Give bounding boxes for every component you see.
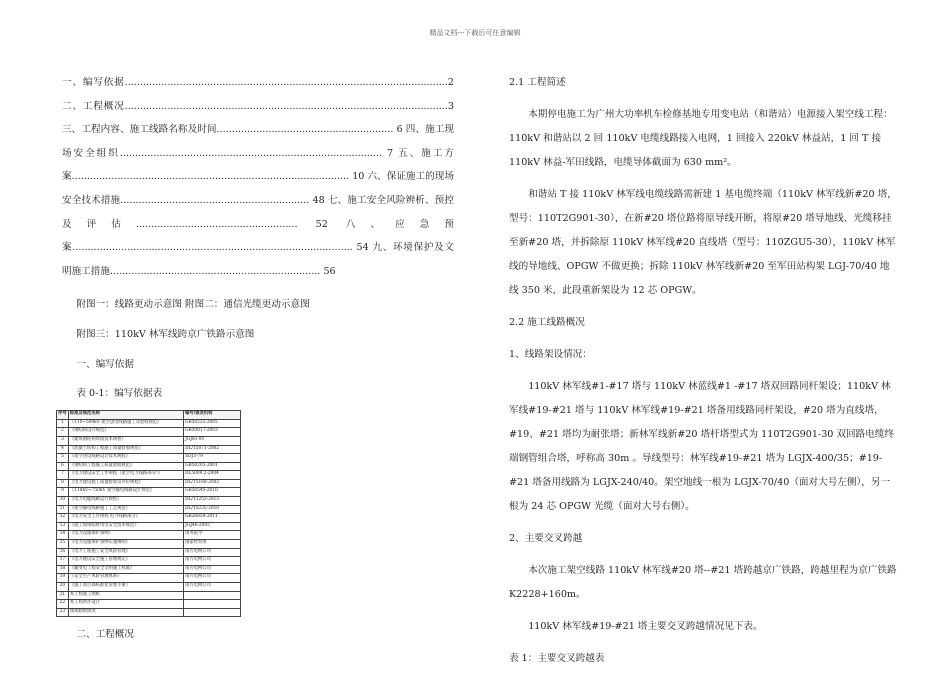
table-cell: 《电力建设安全施工管理规定》 xyxy=(68,557,183,566)
table-cell: 5 xyxy=(57,454,69,463)
table-row xyxy=(57,488,241,497)
table-cell: 15 xyxy=(57,540,69,549)
reference-table-body xyxy=(57,410,241,617)
left-column xyxy=(58,71,454,641)
table-cell: 编号/颁发机构 xyxy=(184,410,241,419)
table-cell: 《电力建设施工质量验收及评价规程》 xyxy=(68,479,183,488)
table-cell xyxy=(184,591,241,600)
table-cell: 《架空输电线路施工工艺规范》 xyxy=(68,505,183,514)
table-cell: 10 xyxy=(57,497,69,506)
table-row xyxy=(57,583,241,592)
table-cell: 现场踏勘情况 xyxy=(68,608,183,617)
table-row xyxy=(57,462,241,471)
table-cell: 南方电网公司 xyxy=(184,565,241,574)
section-2-2-paragraph-3: 110kV 林军线#19-#21 塔主要交叉跨越情况见下表。 xyxy=(528,621,763,632)
section-2-1-paragraph-2: 和谐站 T 接 110kV 林军线电缆线路需新建 1 基电缆终端（110kV 林军线新#20 塔，型号：110T2G901-30），在新#20 塔位路将原导线开断，将原#20 塔导地线、光缆移挂至新#20 塔，并拆除原 110kV 林军线#20 直线塔（型号：110ZGU5-30），110kV 林军线的导地线、OPGW 不做更换；拆除 110kV 林军线新#20 至军田站构架 LGJ-70/40 地线 350 米，此段重新架设为 12 芯 OPGW。 xyxy=(509,189,897,296)
appendix-line-1: 附图一：线路更动示意图 附图二：通信光缆更动示意图 xyxy=(76,299,310,311)
table-cell: 1 xyxy=(57,419,69,428)
table-cell: DL/T1253-2013 xyxy=(184,497,241,506)
subsection-line-setup: 1、线路架设情况： xyxy=(509,349,592,360)
table-cell: 《钢结构工程施工质量验收规范》 xyxy=(68,462,183,471)
table-cell: 20 xyxy=(57,583,69,592)
table-row xyxy=(57,600,241,609)
appendix-list xyxy=(62,293,454,405)
section-2-title: 二、工程概况 xyxy=(76,629,134,641)
table-cell: 南方电网公司 xyxy=(184,557,241,566)
table-row xyxy=(57,514,241,523)
table-cell: 《电力建设安全工作规程（架空电力线路部分）》 xyxy=(68,471,183,480)
page-header: 精品文档---下载后可任意编辑 xyxy=(429,29,521,37)
right-column xyxy=(509,71,897,679)
table-cell: 4 xyxy=(57,445,69,454)
table-cell: 《电力设施保护条例》 xyxy=(68,531,183,540)
table-cell: 9 xyxy=(57,488,69,497)
table-cell: 《安全生产风险管理体系》 xyxy=(68,574,183,583)
table-row xyxy=(57,522,241,531)
table-row xyxy=(57,531,241,540)
table-cell: DL5009.2-2004 xyxy=(184,471,241,480)
table-cell: GB26859-2011 xyxy=(184,514,241,523)
table-cell: 7 xyxy=(57,471,69,480)
table-row xyxy=(57,479,241,488)
table-row xyxy=(57,540,241,549)
table-cell xyxy=(184,600,241,609)
table-cell: 14 xyxy=(57,531,69,540)
section-1-title: 一、编写依据 xyxy=(76,358,134,370)
table-row xyxy=(57,454,241,463)
table-row xyxy=(57,548,241,557)
table-cell: 《建筑钢结构焊接技术规程》 xyxy=(68,436,183,445)
table-cell: 23 xyxy=(57,608,69,617)
section-2-2-paragraph-1: 110kV 林军线#1-#17 塔与 110kV 林蓝线#1 -#17 塔双回路同杆架设；110kV 林军线#19-#21 塔与 110kV 林军线#19-#21 塔备用线路同杆架设，#20 塔为直线塔，#19、#21 塔均为耐张塔；新林军线新#20 塔杆塔型式为 110T2G901-30 双回路电缆终端钢管组合塔，呼称高 30m 。导线型号：林军线#19-#21 塔为 LGJX-400/35；#19-#21 塔备用线路为 LGJX-240/40。架空地线一根为 LGJX-70/40（面对大号左侧），另一根为 24 芯 OPGW 光缆（面对大号右侧）。 xyxy=(509,381,895,512)
table-0-1-caption: 表 0-1：编写依据表 xyxy=(76,388,163,400)
table-cell: 11 xyxy=(57,505,69,514)
table-header-row xyxy=(57,410,241,419)
table-cell: 12 xyxy=(57,514,69,523)
table-cell: 《电力电缆线路运行规程》 xyxy=(68,497,183,506)
table-row xyxy=(57,436,241,445)
table-cell: JGJ46-2005 xyxy=(184,522,241,531)
table-cell: GB50233-2005 xyxy=(184,419,241,428)
table-cell: 13 xyxy=(57,522,69,531)
table-cell: 19 xyxy=(57,574,69,583)
table-row xyxy=(57,591,241,600)
table-cell: 17 xyxy=(57,557,69,566)
table-cell: 2 xyxy=(57,428,69,437)
appendix-line-3: 附图三：110kV 林军线跨京广铁路示意图 xyxy=(76,328,255,340)
table-1-caption: 表 1：主要交叉跨越表 xyxy=(509,653,605,664)
table-cell xyxy=(184,608,241,617)
table-cell: 《钢结构设计规范》 xyxy=(68,428,183,437)
table-row xyxy=(57,505,241,514)
table-row xyxy=(57,445,241,454)
table-row xyxy=(57,565,241,574)
table-row xyxy=(57,497,241,506)
table-cell: 《输变电工程安全文明施工标准》 xyxy=(68,565,183,574)
table-cell: 南方电网公司 xyxy=(184,583,241,592)
table-cell: 序号 xyxy=(57,410,69,419)
section-2-1-paragraph-1: 本期停电施工为广州大功率机车检修基地专用变电站（和谐站）电源接入架空线工程：110kV 和谐站以 2 回 110kV 电缆线路接入电网，1 回接入 220kV 林益站，1 回 T 接 110kV 林益-军田线路，电缆导体截面为 630 mm²。 xyxy=(509,109,893,168)
table-of-contents: 一、编写依据..........................................................................................................2 二、工程概况..........................................................................................................3 三、工程内容、施工线路名称及时间.......................................................... 6 四、施工现场安全组织...................................................................................... 7 五、施工方案........................................................................................... 10 六、保证施工的现场安全技术措施.............................................................. 48 七、施工安全风险辨析、预控及评估..................................................... 52 八、应急预案............................................................................................ 54 九、环境保护及文明施工措施..................................................................... 56 xyxy=(62,77,454,277)
table-cell: 18 xyxy=(57,565,69,574)
table-cell: 《架空送电线路设计技术规程》 xyxy=(68,454,183,463)
table-row xyxy=(57,574,241,583)
table-cell: 《混凝土结构工程施工质量验收规范》 xyxy=(68,445,183,454)
table-cell: JGJ81-91 xyxy=(184,436,241,445)
table-cell: 《110kV~750kV 架空输电线路设计规范》 xyxy=(68,488,183,497)
table-cell: SDJ3-79 xyxy=(184,454,241,463)
table-cell: 《施工项目部标准化管理手册》 xyxy=(68,583,183,592)
table-row xyxy=(57,608,241,617)
table-row xyxy=(57,419,241,428)
table-cell: DL/T5071-2002 xyxy=(184,445,241,454)
section-2-2-title: 2.2 施工线路概况 xyxy=(509,317,585,328)
table-cell: 《电力安全工作规程 电力线路部分》 xyxy=(68,514,183,523)
table-cell: 标准及规范名称 xyxy=(68,410,183,419)
section-2-2-paragraph-2: 本次施工架空线路 110kV 林军线#20 塔--#21 塔跨越京广铁路，跨越里程为京广铁路 K2228+160m。 xyxy=(509,565,897,600)
table-cell: 8 xyxy=(57,479,69,488)
table-cell: 国家经贸委 xyxy=(184,540,241,549)
table-cell: 16 xyxy=(57,548,69,557)
table-cell: 《电力设施保护条例实施细则》 xyxy=(68,540,183,549)
table-cell: 3 xyxy=(57,436,69,445)
table-cell: 22 xyxy=(57,600,69,609)
table-cell: 《施工现场临时用电安全技术规范》 xyxy=(68,522,183,531)
table-row xyxy=(57,471,241,480)
table-cell: 《110~500kV 架空送电线路施工及验收规范》 xyxy=(68,419,183,428)
table-cell: DL/T5168-2002 xyxy=(184,479,241,488)
table-cell: 南方电网公司 xyxy=(184,548,241,557)
table-cell: DL/T5235-2010 xyxy=(184,505,241,514)
table-cell: GB50545-2010 xyxy=(184,488,241,497)
table-cell: 21 xyxy=(57,591,69,600)
table-cell: GB50205-2001 xyxy=(184,462,241,471)
reference-table xyxy=(56,410,241,618)
table-cell: GB50017-2003 xyxy=(184,428,241,437)
table-row xyxy=(57,428,241,437)
table-row xyxy=(57,557,241,566)
table-cell: 《电力工程施工安全风险管理》 xyxy=(68,548,183,557)
table-cell: 6 xyxy=(57,462,69,471)
table-cell: 本工程初步设计 xyxy=(68,600,183,609)
section-2-1-title: 2.1 工程简述 xyxy=(509,77,566,88)
table-cell: 南方电网公司 xyxy=(184,574,241,583)
table-cell: 本工程施工图纸 xyxy=(68,591,183,600)
table-cell: 国务院令 xyxy=(184,531,241,540)
subsection-crossings: 2、主要交叉跨越 xyxy=(509,533,583,544)
